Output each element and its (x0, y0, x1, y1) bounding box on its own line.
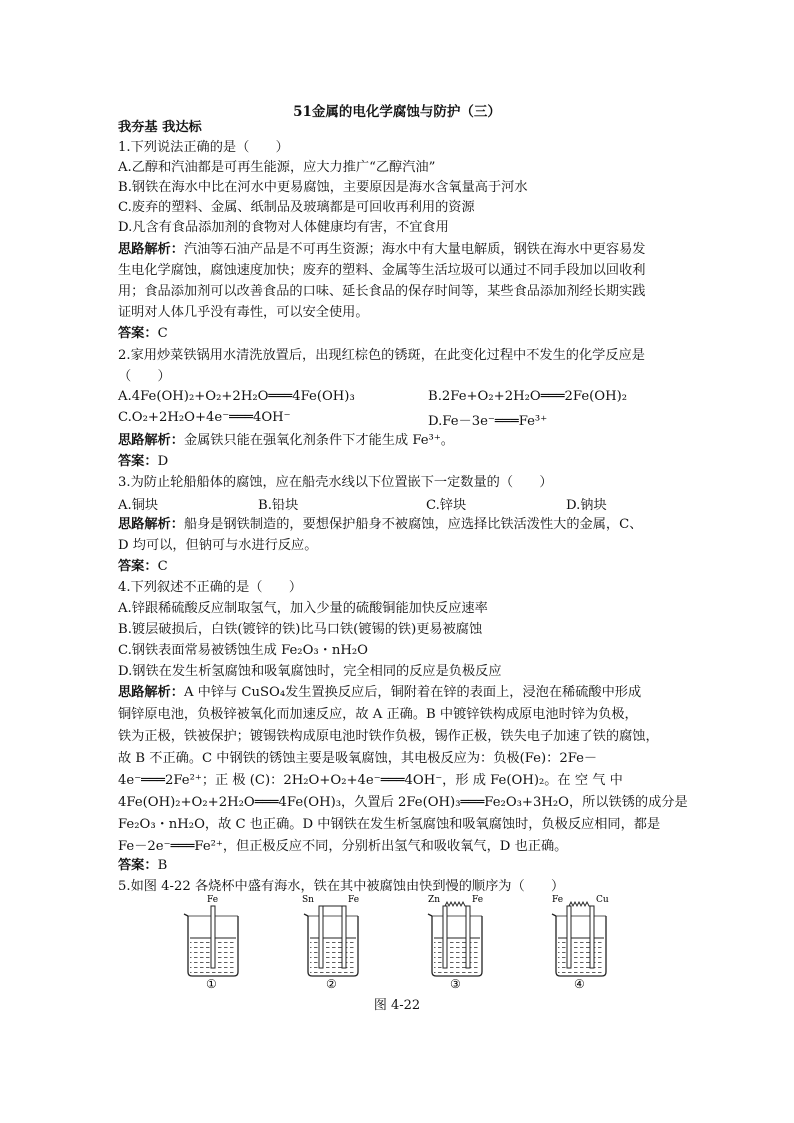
electrode-label: Fe (348, 895, 360, 905)
q3-option-b: B.铅块 (258, 498, 299, 513)
answer-label: 答案： (118, 858, 158, 873)
q4-analysis: 思路解析：A 中锌与 CuSO₄发生置换反应后，铜附着在锌的表面上，浸泡在稀硫酸中形成 (118, 685, 642, 700)
q4-analysis-line: 4Fe(OH)₂+O₂+2H₂O═══4Fe(OH)₃，久置后 2Fe(OH)₃═══Fe₂O₃+3H₂O，所以铁锈的成分是 (118, 795, 688, 810)
electrode-label: Cu (596, 895, 609, 905)
q3-stem: 3.为防止轮船船体的腐蚀，应在船壳水线以下位置嵌下一定数量的（ ） (118, 475, 553, 490)
q1-analysis: 思路解析：汽油等石油产品是不可再生资源；海水中有大量电解质，钢铁在海水中更容易发 (118, 242, 646, 257)
q4-option-c: C.钢铁表面常易被锈蚀生成 Fe₂O₃・nH₂O (118, 643, 368, 658)
answer-label: 答案： (118, 326, 158, 341)
q1-answer: 答案：C (118, 326, 168, 341)
q3-option-c: C.锌块 (426, 498, 467, 513)
q1-option-b: B.钢铁在海水中比在河水中更易腐蚀，主要原因是海水含氧量高于河水 (118, 180, 528, 195)
q1-analysis-line: 证明对人体几乎没有毒性，可以安全使用。 (118, 305, 369, 320)
q3-answer: 答案：C (118, 559, 168, 574)
q4-analysis-line: 铜锌原电池，负极锌被氧化而加速反应，故 A 正确。B 中镀锌铁构成原电池时锌为负极， (118, 707, 638, 722)
q4-analysis-line: 4e⁻═══2Fe²⁺；正 极 (C)：2H₂O+O₂+4e⁻═══4OH⁻，形 成 Fe(OH)₂。在 空 气 中 (118, 773, 623, 788)
q2-stem-bracket: （ ） (118, 369, 171, 384)
q3-analysis-line: D 均可以，但钠可与水进行反应。 (118, 538, 318, 553)
electrode-label: Zn (428, 895, 441, 905)
q3-option-d: D.钠块 (566, 498, 607, 513)
analysis-label: 思路解析： (118, 242, 184, 257)
analysis-label: 思路解析： (118, 517, 184, 532)
electrode-label: Fe (552, 895, 564, 905)
q4-analysis-line: 故 B 不正确。C 中钢铁的锈蚀主要是吸氧腐蚀，其电极反应为：负极(Fe)：2Fe－ (118, 751, 598, 766)
q1-analysis-line: 生电化学腐蚀，腐蚀速度加快；废弃的塑料、金属等生活垃圾可以通过不同手段加以回收利 (118, 263, 646, 278)
q3-analysis: 思路解析：船身是钢铁制造的，要想保护船身不被腐蚀，应选择比铁活泼性大的金属，C、 (118, 517, 643, 532)
analysis-label: 思路解析： (118, 685, 184, 700)
figure-caption: 图 4-22 (373, 998, 421, 1013)
q1-option-a: A.乙醇和汽油都是可再生能源，应大力推广“乙醇汽油” (118, 160, 436, 175)
analysis-label: 思路解析： (118, 433, 184, 448)
q2-answer: 答案：D (118, 454, 169, 469)
q4-option-a: A.锌跟稀硫酸反应制取氢气，加入少量的硫酸铜能加快反应速率 (118, 601, 488, 616)
q1-analysis-line: 用；食品添加剂可以改善食品的口味、延长食品的保存时间等，某些食品添加剂经长期实践 (118, 284, 646, 299)
q2-stem: 2.家用炒菜铁锅用水清洗放置后，出现红棕色的锈斑，在此变化过程中不发生的化学反应是 (118, 348, 645, 363)
q4-analysis-line: Fe－2e⁻═══Fe²⁺，但正极反应不同，分别析出氢气和吸收氧气，D 也正确。 (118, 839, 568, 854)
beaker-figure (170, 890, 630, 990)
q2-option-b: B.2Fe+O₂+2H₂O═══2Fe(OH)₂ (428, 389, 628, 404)
beaker-number: ④ (574, 977, 585, 990)
beaker-number: ② (326, 977, 337, 990)
q1-option-c: C.废弃的塑料、金属、纸制品及玻璃都是可回收再利用的资源 (118, 200, 475, 215)
q4-answer: 答案：B (118, 858, 168, 873)
answer-label: 答案： (118, 454, 158, 469)
answer-label: 答案： (118, 559, 158, 574)
section-heading: 我夯基 我达标 (118, 120, 202, 135)
q3-option-a: A.铜块 (118, 498, 159, 513)
q4-analysis-line: Fe₂O₃・nH₂O，故 C 也正确。D 中钢铁在发生析氢腐蚀和吸氧腐蚀时，负极反应相同，都是 (118, 817, 661, 832)
q4-option-d: D.钢铁在发生析氢腐蚀和吸氧腐蚀时，完全相同的反应是负极反应 (118, 664, 502, 679)
q5-stem: 5.如图 4-22 各烧杯中盛有海水，铁在其中被腐蚀由快到慢的顺序为（ ） (118, 879, 565, 894)
q1-option-d: D.凡含有食品添加剂的食物对人体健康均有害，不宜食用 (118, 220, 449, 235)
q4-analysis-line: 铁为正极，铁被保护；镀锡铁构成原电池时铁作负极，锡作正极，铁失电子加速了铁的腐蚀， (118, 729, 659, 744)
page-title: 51金属的电化学腐蚀与防护（三） (293, 104, 501, 120)
q4-stem: 4.下列叙述不正确的是（ ） (118, 580, 303, 595)
beaker-4 (552, 895, 609, 990)
beaker-1 (184, 895, 238, 990)
q1-stem: 1.下列说法正确的是（ ） (118, 140, 289, 155)
q2-analysis: 思路解析：金属铁只能在强氧化剂条件下才能生成 Fe³⁺。 (118, 433, 454, 448)
electrode-label: Fe (207, 895, 219, 905)
q2-option-d: D.Fe－3e⁻═══Fe³⁺ (428, 414, 548, 429)
beaker-2 (302, 895, 359, 990)
electrode-label: Sn (302, 895, 314, 905)
q2-option-c: C.O₂+2H₂O+4e⁻═══4OH⁻ (118, 410, 291, 425)
beaker-3 (428, 895, 483, 990)
q4-option-b: B.镀层破损后，白铁(镀锌的铁)比马口铁(镀锡的铁)更易被腐蚀 (118, 622, 483, 637)
q2-option-a: A.4Fe(OH)₂+O₂+2H₂O═══4Fe(OH)₃ (118, 389, 355, 404)
electrode-label: Fe (472, 895, 484, 905)
beaker-number: ③ (450, 977, 461, 990)
beaker-number: ① (206, 977, 217, 990)
